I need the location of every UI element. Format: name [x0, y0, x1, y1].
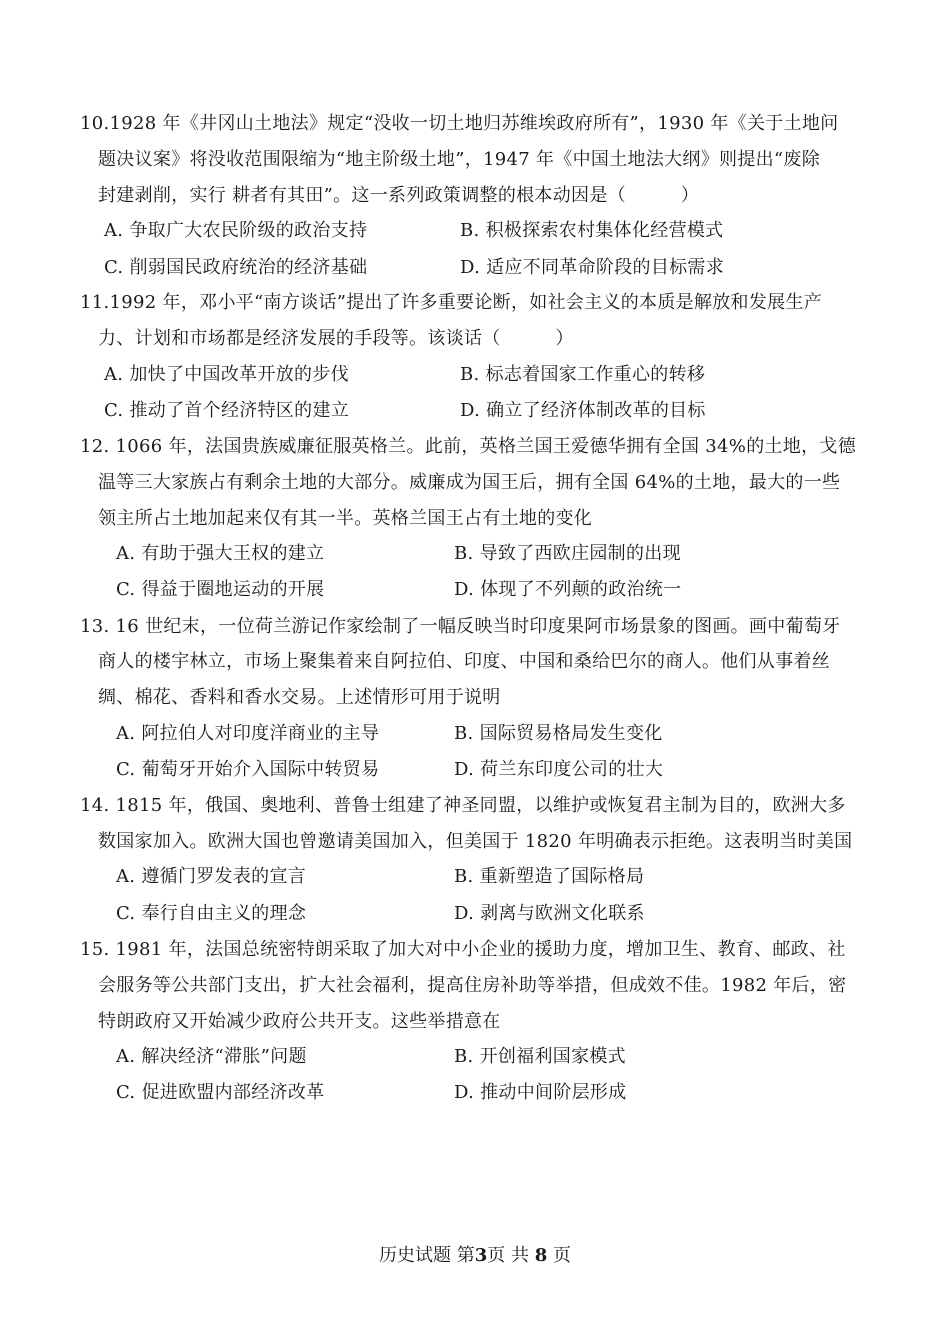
question-14-line-1: 14. 1815 年，俄国、奥地利、普鲁士组建了神圣同盟，以维护或恢复君主制为目的，欧洲大多: [80, 795, 846, 816]
question-10-option-b: B. 积极探索农村集体化经营模式: [460, 220, 724, 241]
question-15-line-3: 特朗政府又开始减少政府公共开支。这些举措意在: [98, 1011, 501, 1032]
question-10-line-3: 封建剥削，实行 耕者有其田”。这一系列政策调整的根本动因是（ ）: [98, 185, 700, 206]
question-13-option-d: D. 荷兰东印度公司的壮大: [454, 759, 664, 780]
question-13-line-2: 商人的楼宇林立，市场上聚集着来自阿拉伯、印度、中国和桑给巴尔的商人。他们从事着丝: [98, 651, 830, 672]
question-11-option-c: C. 推动了首个经济特区的建立: [104, 400, 350, 421]
question-12-option-d: D. 体现了不列颠的政治统一: [454, 579, 682, 600]
question-15-option-a: A. 解决经济“滞胀”问题: [116, 1046, 307, 1067]
question-15-option-d: D. 推动中间阶层形成: [454, 1082, 627, 1103]
question-10-option-c: C. 削弱国民政府统治的经济基础: [104, 257, 368, 278]
question-12-line-2: 温等三大家族占有剩余土地的大部分。威廉成为国王后，拥有全国 64%的土地，最大的一些: [98, 472, 841, 493]
question-13-line-1: 13. 16 世纪末，一位荷兰游记作家绘制了一幅反映当时印度果阿市场景象的图画。画中葡萄牙: [80, 616, 841, 637]
question-11-option-d: D. 确立了经济体制改革的目标: [460, 400, 706, 421]
question-10-line-2: 题决议案》将没收范围限缩为“地主阶级土地”，1947 年《中国土地法大纲》则提出“废除: [98, 149, 821, 170]
question-14-option-b: B. 重新塑造了国际格局: [454, 866, 645, 887]
footer-prefix: 历史试题 第: [379, 1245, 475, 1266]
question-11-option-a: A. 加快了中国改革开放的步伐: [104, 364, 349, 385]
question-15-option-c: C. 促进欧盟内部经济改革: [116, 1082, 325, 1103]
footer-mid: 页 共: [487, 1245, 535, 1266]
footer-total-pages: 8: [534, 1245, 548, 1266]
page-footer: [0, 1244, 950, 1268]
question-15-line-2: 会服务等公共部门支出，扩大社会福利，提高住房补助等举措，但成效不佳。1982 年后，密: [98, 975, 847, 996]
question-11-line-1: 11.1992 年，邓小平“南方谈话”提出了许多重要论断，如社会主义的本质是解放和发展生产: [80, 292, 823, 313]
question-12-line-1: 12. 1066 年，法国贵族威廉征服英格兰。此前，英格兰国王爱德华拥有全国 34%的土地，戈德: [80, 436, 857, 457]
question-11-option-b: B. 标志着国家工作重心的转移: [460, 364, 706, 385]
question-14-line-2: 数国家加入。欧洲大国也曾邀请美国加入，但美国于 1820 年明确表示拒绝。这表明当时美国: [98, 831, 853, 852]
question-12-line-3: 领主所占土地加起来仅有其一半。英格兰国王占有土地的变化: [98, 508, 593, 529]
footer-page-number: 3: [474, 1245, 488, 1266]
question-14-option-a: A. 遵循门罗发表的宣言: [116, 866, 307, 887]
question-10-line-1: 10.1928 年《井冈山土地法》规定“没收一切土地归苏维埃政府所有”，1930 年《关于土地问: [80, 113, 839, 134]
question-12-option-b: B. 导致了西欧庄园制的出现: [454, 543, 681, 564]
question-13-line-3: 绸、棉花、香料和香水交易。上述情形可用于说明: [98, 687, 501, 708]
footer-suffix: 页: [547, 1245, 571, 1266]
question-10-option-d: D. 适应不同革命阶段的目标需求: [460, 257, 725, 278]
question-14-option-c: C. 奉行自由主义的理念: [116, 903, 307, 924]
question-13-option-a: A. 阿拉伯人对印度洋商业的主导: [116, 723, 380, 744]
question-12-option-a: A. 有助于强大王权的建立: [116, 543, 325, 564]
question-13-option-b: B. 国际贸易格局发生变化: [454, 723, 663, 744]
question-14-option-d: D. 剥离与欧洲文化联系: [454, 903, 645, 924]
question-15-option-b: B. 开创福利国家模式: [454, 1046, 626, 1067]
question-15-line-1: 15. 1981 年，法国总统密特朗采取了加大对中小企业的援助力度，增加卫生、教育、邮政、社: [80, 939, 846, 960]
question-13-option-c: C. 葡萄牙开始介入国际中转贸易: [116, 759, 380, 780]
question-11-line-2: 力、计划和市场都是经济发展的手段等。该谈话（ ）: [98, 328, 574, 349]
question-12-option-c: C. 得益于圈地运动的开展: [116, 579, 325, 600]
question-10-option-a: A. 争取广大农民阶级的政治支持: [104, 220, 368, 241]
